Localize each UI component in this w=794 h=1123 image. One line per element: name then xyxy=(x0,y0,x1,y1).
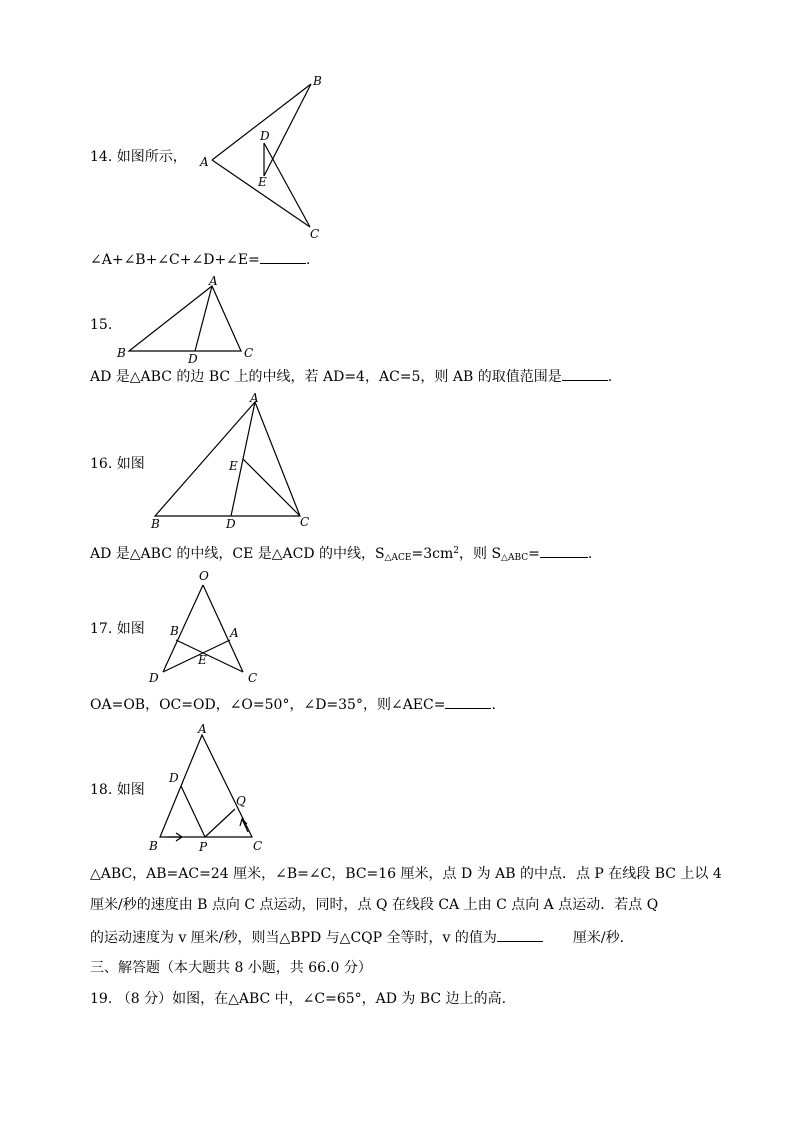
triangle-abc xyxy=(129,286,241,351)
q16-sup-2: 2 xyxy=(453,546,459,556)
q18-line1: △ABC，AB=AC=24 厘米，∠B=∠C，BC=16 厘米，点 D 为 AB 的中点．点 P 在线段 BC 上以 4 xyxy=(90,866,722,882)
triangle-abc xyxy=(155,402,300,516)
label-d: D xyxy=(169,771,179,785)
label-c: C xyxy=(310,227,320,241)
q17-question xyxy=(90,695,496,714)
q15-question xyxy=(90,367,612,386)
q16-text-d: = xyxy=(528,546,540,562)
q18-line3 xyxy=(90,928,624,947)
label-b: B xyxy=(149,839,158,853)
q17-prefix: 17. 如图 xyxy=(90,621,145,637)
section-3-title: 三、解答题（本大题共 8 小题，共 66.0 分） xyxy=(90,960,372,976)
q16-question xyxy=(90,542,592,567)
q18-line3-a: 的运动速度为 v 厘米/秒，则当△BPD 与△CQP 全等时，v 的值为 xyxy=(90,930,497,946)
label-e: E xyxy=(198,653,207,667)
label-q: Q xyxy=(236,794,246,808)
q18-prefix: 18. 如图 xyxy=(90,782,145,798)
label-c: C xyxy=(248,671,258,685)
q16-sub-abc: △ABC xyxy=(501,553,529,563)
q16-suffix: . xyxy=(587,546,593,562)
q17-text: OA=OB，OC=OD，∠O=50°，∠D=35°，则∠AEC= xyxy=(90,697,446,713)
q16-prefix: 16. 如图 xyxy=(90,456,145,472)
q15-figure xyxy=(112,275,262,365)
arrow-q xyxy=(242,819,248,832)
q16-text-a: AD 是△ABC 的中线，CE 是△ACD 的中线，S xyxy=(90,546,385,562)
label-a: A xyxy=(250,391,259,405)
label-c: C xyxy=(253,839,263,853)
segment-da xyxy=(163,640,230,672)
q16-text-b: =3cm xyxy=(411,546,454,562)
q16-answer-blank xyxy=(540,544,588,558)
q15-text: AD 是△ABC 的边 BC 上的中线，若 AD=4，AC=5，则 AB 的取值范围是 xyxy=(90,369,562,385)
segment-pq xyxy=(205,809,235,837)
q17-answer-blank xyxy=(445,695,491,709)
q19-text: 19. （8 分）如图，在△ABC 中，∠C=65°，AD 为 BC 边上的高. xyxy=(90,991,507,1007)
q18-answer-blank xyxy=(497,928,543,942)
label-d: D xyxy=(260,129,270,143)
segment-od xyxy=(163,585,203,672)
q16-sub-ace: △ACE xyxy=(384,553,412,563)
segment-be xyxy=(264,84,311,176)
label-a: A xyxy=(200,155,209,169)
label-e: E xyxy=(229,459,238,473)
label-b: B xyxy=(117,346,126,360)
label-d: D xyxy=(188,352,198,366)
label-p: P xyxy=(199,840,208,854)
q14-prefix: 14. 如图所示， xyxy=(90,149,187,165)
q16-text-c: ，则 S xyxy=(459,546,502,562)
q14-suffix: . xyxy=(305,252,311,268)
label-b: B xyxy=(313,74,322,88)
q14-answer-blank xyxy=(260,250,306,264)
label-c: C xyxy=(300,515,310,529)
label-d: D xyxy=(226,517,236,531)
label-e: E xyxy=(258,175,267,189)
segment-dc xyxy=(264,143,310,227)
segment-dp xyxy=(181,786,205,837)
q18-figure xyxy=(145,720,270,855)
label-a: A xyxy=(209,274,218,288)
q14-figure xyxy=(195,70,335,245)
q15-prefix: 15. xyxy=(90,317,113,333)
q15-suffix: . xyxy=(607,369,613,385)
q17-suffix: . xyxy=(491,697,496,713)
label-c: C xyxy=(244,346,254,360)
q16-figure xyxy=(145,390,320,535)
triangle-abc xyxy=(160,735,252,837)
segment-cb xyxy=(176,640,243,672)
label-a: A xyxy=(198,722,207,736)
q18-line2: 厘米/秒的速度由 B 点向 C 点运动，同时，点 Q 在线段 CA 上由 C 点向 A 点运动．若点 Q xyxy=(90,897,659,913)
segment-ac xyxy=(212,160,310,227)
q14-text: ∠A+∠B+∠C+∠D+∠E= xyxy=(90,252,260,268)
label-a: A xyxy=(230,626,239,640)
q14-question xyxy=(90,250,310,269)
q17-figure xyxy=(145,565,265,690)
label-b: B xyxy=(170,624,179,638)
median-ce xyxy=(243,459,300,516)
q18-line3-b: 厘米/秒. xyxy=(572,930,625,946)
label-b: B xyxy=(151,517,160,531)
segment-ab xyxy=(212,84,311,160)
label-d: D xyxy=(149,671,159,685)
label-o: O xyxy=(199,569,209,583)
median-ad xyxy=(195,286,212,351)
q15-answer-blank xyxy=(562,367,608,381)
